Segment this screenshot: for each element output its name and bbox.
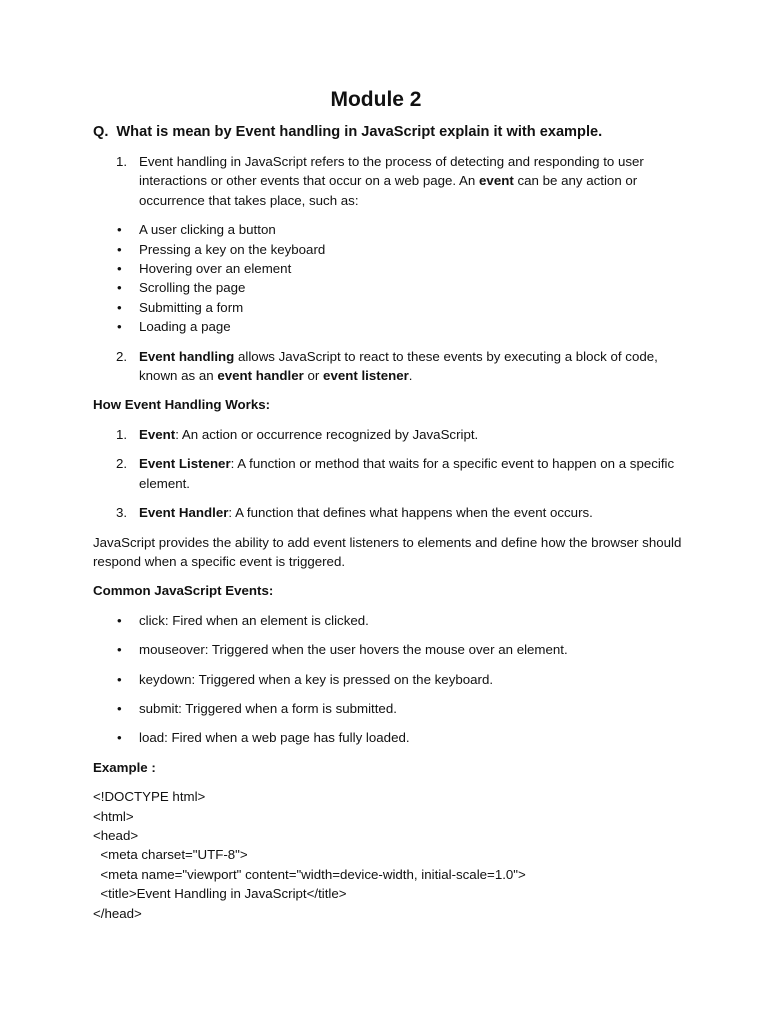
code-line: <html> <box>93 808 134 824</box>
bullet-icon: • <box>117 612 122 628</box>
example-heading: Example : <box>93 759 156 775</box>
common-events-heading: Common JavaScript Events: <box>93 583 274 599</box>
list-number: 1. <box>116 426 128 442</box>
code-block <box>93 787 683 923</box>
document-page <box>93 86 683 923</box>
list-item: • load: Fired when a web page has fully loaded. <box>93 728 683 747</box>
bullet-icon: • <box>117 241 122 257</box>
list-item: • Loading a page <box>93 317 683 336</box>
code-line: </head> <box>93 905 142 921</box>
list-number: 1. <box>116 154 128 169</box>
page-title: Module 2 <box>330 88 422 111</box>
summary-paragraph: JavaScript provides the ability to add event listeners to elements and define how the browser should respond when a specific event is triggered. <box>93 534 682 569</box>
list-item: • A user clicking a button <box>93 220 683 239</box>
code-line: <meta name="viewport" content="width=device-width, initial-scale=1.0"> <box>93 866 526 882</box>
bullet-icon: • <box>117 730 122 746</box>
bullet-icon: • <box>117 700 122 716</box>
intro-item-1-text-a: Event handling in JavaScript refers to the process of detecting and responding to user interactions or other events that occur on a web page. An <box>139 154 644 189</box>
bullet-icon: • <box>117 319 122 335</box>
list-item: • click: Fired when an element is clicked. <box>93 611 683 630</box>
bullet-icon: • <box>117 671 122 687</box>
code-line: <meta charset="UTF-8"> <box>93 847 248 863</box>
bullet-icon: • <box>117 280 122 296</box>
how-heading: How Event Handling Works: <box>93 397 271 413</box>
list-item: • Pressing a key on the keyboard <box>93 240 683 259</box>
list-item: • Scrolling the page <box>93 278 683 297</box>
intro-item-1-text-b: can be any action or occurrence that takes place, such as: <box>139 173 638 208</box>
common-events-list <box>93 611 683 748</box>
list-number: 3. <box>116 505 128 521</box>
examples-list <box>93 220 683 336</box>
question-text: What is mean by Event handling in JavaScript explain it with example. <box>116 124 603 140</box>
list-item: • submit: Triggered when a form is submitted. <box>93 699 683 718</box>
intro-item-1-bold: event <box>479 173 514 189</box>
list-item: • Hovering over an element <box>93 259 683 278</box>
how-item-event-listener: 2. Event Listener: A function or method that waits for a specific event to happen on a specific element. <box>116 456 675 491</box>
question-prefix: Q. <box>93 124 109 140</box>
bullet-icon: • <box>117 642 122 658</box>
code-line: <!DOCTYPE html> <box>93 789 206 805</box>
bullet-icon: • <box>117 222 122 238</box>
list-item: • keydown: Triggered when a key is pressed on the keyboard. <box>93 670 683 689</box>
how-item-event: 1. Event: An action or occurrence recognized by JavaScript. <box>93 425 683 444</box>
how-item-event-handler: 3. Event Handler: A function that defines what happens when the event occurs. <box>93 503 683 522</box>
code-line: <head> <box>93 827 139 843</box>
code-line: <title>Event Handling in JavaScript</title> <box>93 886 347 902</box>
list-item: • mouseover: Triggered when the user hovers the mouse over an element. <box>93 640 683 659</box>
bullet-icon: • <box>117 299 122 315</box>
intro-item-2: 2. Event handling allows JavaScript to react to these events by executing a block of code, known as an event handler or event listener. <box>116 348 658 384</box>
list-item: • Submitting a form <box>93 298 683 317</box>
bullet-icon: • <box>117 261 122 277</box>
list-number: 2. <box>116 456 128 472</box>
question-heading <box>93 122 683 142</box>
intro-item-1 <box>93 152 683 210</box>
list-number: 2. <box>116 348 128 364</box>
